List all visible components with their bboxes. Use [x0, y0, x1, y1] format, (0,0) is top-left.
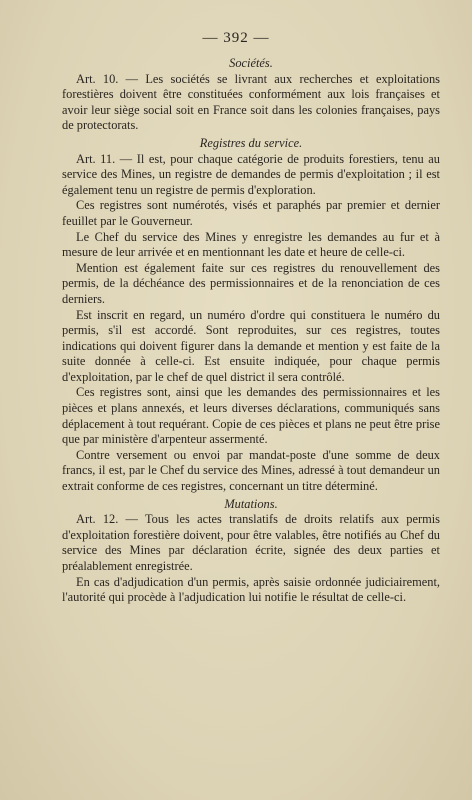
paragraph-art-10: Art. 10. — Les sociétés se livrant aux recherches et exploitations forestières doivent être constituées conformément aux lois françaises et avoir leur siège social soit en France soit dans les colonies françaises, pays de protectorats.: [62, 71, 440, 133]
paragraph-inscription: Est inscrit en regard, un numéro d'ordre qui constituera le numéro du permis, s'il est accordé. Sont reproduites, sur ces registres, toutes indications qui doivent figurer dans la demande et mention y est faite de la suite donnée à celle-ci. Est ensuite indiquée, pour chaque permis d'exploitation, par le chef de quel district il sera contrôlé.: [62, 307, 440, 384]
paragraph-enregistrement: Le Chef du service des Mines y enregistre les demandes au fur et à mesure de leur arrivée et en mentionnant les date et heure de celle-ci.: [62, 229, 440, 260]
paragraph-versement: Contre versement ou envoi par mandat-poste d'une somme de deux francs, il est, par le Chef du service des Mines, adressé à tout demandeur un extrait conforme de ces registres, concernant un titre déterminé.: [62, 447, 440, 494]
section-heading-mutations: Mutations.: [224, 496, 278, 511]
paragraph-art-12: Art. 12. — Tous les actes translatifs de droits relatifs aux permis d'exploitation forestière doivent, pour être valables, être notifiés au Chef du service des Mines par déclaration écrite, signée des deux parties et préalablement enregistrée.: [62, 512, 440, 573]
paragraph-adjudication: En cas d'adjudication d'un permis, après saisie ordonnée judiciairement, l'autorité qui procède à l'adjudication lui notifie le résultat de celle-ci.: [62, 574, 440, 605]
section-heading-registres: Registres du service.: [199, 135, 303, 150]
paragraph-communication: Ces registres sont, ainsi que les demandes des permissionnaires et les pièces et plans annexés, et leurs diverses déclarations, communiqués sans déplacement à tout requérant. Copie de ces pièces et plans ne peut être prise que par ministère d'arpenteur assermenté.: [62, 385, 440, 447]
section-heading-societes: Sociétés.: [229, 56, 273, 70]
paragraph-registres-numerotes: Ces registres sont numérotés, visés et paraphés par premier et dernier feuillet par le Gouverneur.: [62, 198, 440, 228]
paragraph-mention: Mention est également faite sur ces registres du renouvellement des permis, de la déchéance des permissionnaires et de la renonciation de ces derniers.: [62, 260, 440, 306]
page-number: — 392 —: [202, 30, 270, 46]
paragraph-art-11: Art. 11. — Il est, pour chaque catégorie de produits forestiers, tenu au service des Mines, un registre de demandes de permis d'exploitation ; il est également tenu un registre de permis d'exploration.: [62, 151, 440, 197]
page-text: [62, 56, 440, 606]
